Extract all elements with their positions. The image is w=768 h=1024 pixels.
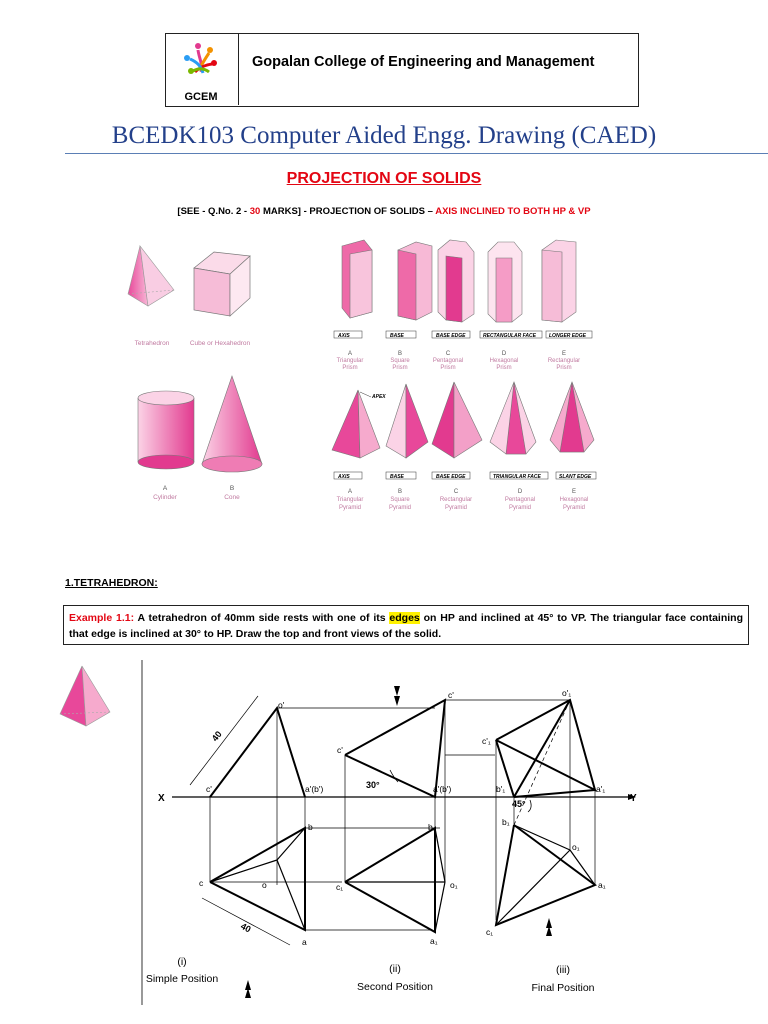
prism-tag-base: BASE (390, 333, 404, 339)
label-ab-fv1: a'(b') (305, 784, 324, 794)
y-label: Y (630, 793, 637, 804)
label-b-fv3: b'₁ (496, 784, 506, 794)
dim-40-top: 40 (239, 920, 253, 935)
label-o-fv3: o'₁ (562, 688, 572, 698)
label-c-tv2: c₁ (336, 882, 344, 892)
course-title: BCEDK103 Computer Aided Engg. Drawing (CAED) (111, 122, 657, 149)
label-c-tv1: c (199, 878, 204, 888)
gcem-logo-icon (166, 34, 238, 105)
prism-letter-c: C (445, 351, 451, 357)
view-i-numeral: (i) (177, 956, 187, 968)
rectangular-prism-drawing (542, 240, 576, 322)
pyramid-tag-triangular-face: TRIANGULAR FACE (493, 474, 541, 480)
pyramid-name-a-2: Pyramid (338, 505, 362, 511)
prism-name-b-2: Prism (392, 365, 408, 371)
triangular-pyramid-drawing (332, 390, 380, 458)
label-a-tv3: a₁ (598, 880, 606, 890)
prism-name-d-1: Hexagonal (489, 358, 519, 364)
pyramid-tag-base: BASE (390, 474, 404, 480)
prism-letter-e: E (561, 351, 567, 357)
cube-label: Cube or Hexahedron (189, 340, 251, 347)
logo-text: GCEM (184, 91, 218, 103)
cone-label: Cone (224, 494, 240, 501)
pyramid-letter-a: A (347, 489, 353, 495)
example-box (63, 605, 749, 645)
x-label: X (158, 793, 165, 804)
view-ii-caption: Second Position (357, 981, 433, 993)
label-c-tv3: c₁ (486, 927, 494, 937)
cube-drawing (194, 252, 250, 316)
prism-name-d-2: Prism (496, 365, 512, 371)
example-label: Example 1.1: (69, 612, 135, 624)
prism-tag-base-edge: BASE EDGE (436, 333, 466, 339)
view-i-caption: Simple Position (145, 973, 219, 985)
tetrahedron-label: Tetrahedron (134, 340, 170, 347)
example-highlight: edges (389, 612, 420, 624)
pyramid-name-c-2: Pyramid (444, 505, 468, 511)
label-c-fv1: c' (206, 784, 212, 794)
subtitle-topic: - PROJECTION OF SOLIDS – (300, 206, 436, 217)
label-ab-fv2: a'(b') (433, 784, 452, 794)
subtitle-marks: 30 (249, 206, 261, 217)
pyramid-name-e-1: Hexagonal (559, 497, 589, 503)
label-a-fv3: a'₁ (596, 784, 606, 794)
subtitle (0, 206, 768, 217)
pyramid-name-c-1: Rectangular (439, 497, 473, 503)
label-b-tv1: b (308, 822, 313, 832)
angle-30: 30° (366, 780, 380, 790)
pyramid-name-e-2: Pyramid (562, 505, 586, 511)
prism-letter-d: D (501, 351, 507, 357)
subtitle-axis-condition: AXIS INCLINED TO BOTH HP & VP (435, 206, 591, 217)
label-a-tv2: a₁ (430, 936, 438, 946)
cylinder-label: Cylinder (153, 494, 177, 501)
example-text-1: A tetrahedron of 40mm side rests with one of its (134, 612, 390, 624)
prism-letter-a: A (347, 351, 353, 357)
pyramid-name-d-2: Pyramid (508, 505, 532, 511)
pyramid-name-d-1: Pentagonal (504, 497, 536, 503)
cylinder-letter: A (162, 485, 168, 492)
label-c-fv2-top: c' (448, 690, 454, 700)
pyramid-name-b-1: Square (390, 497, 410, 503)
pyramid-tag-slant-edge: SLANT EDGE (559, 474, 592, 480)
pyramid-letter-b: B (397, 489, 403, 495)
subtitle-see: [SEE - Q.No. 2 - (177, 206, 250, 217)
cone-letter: B (229, 485, 235, 492)
prism-name-c-1: Pentagonal (432, 358, 464, 364)
college-name: Gopalan College of Engineering and Management (252, 54, 595, 70)
prism-name-a-2: Prism (342, 365, 358, 371)
prism-name-c-2: Prism (440, 365, 456, 371)
tetrahedron-thumbnail (52, 660, 116, 732)
label-o-tv3: o₁ (572, 842, 580, 852)
solids-figure (110, 228, 670, 528)
prism-tag-rectangular-face: RECTANGULAR FACE (483, 333, 536, 339)
hexagonal-prism-drawing (488, 242, 522, 322)
label-o-fv1: o' (278, 700, 285, 710)
prism-name-b-1: Square (390, 358, 410, 364)
pyramid-letter-e: E (571, 489, 577, 495)
subtitle-marks-label: MARKS] (260, 206, 301, 217)
prism-letter-b: B (397, 351, 403, 357)
tetrahedron-drawing (128, 246, 174, 306)
prism-name-e-1: Rectangular (547, 358, 581, 364)
label-b-tv2: b₁ (428, 822, 436, 832)
view-ii-numeral: (ii) (389, 963, 401, 975)
rectangular-pyramid-drawing (432, 382, 482, 458)
projection-drawing (130, 660, 650, 1005)
pyramid-name-b-2: Pyramid (388, 505, 412, 511)
hexagonal-pyramid-drawing (550, 382, 594, 452)
cylinder-drawing (138, 391, 194, 469)
section-heading: 1.TETRAHEDRON: (65, 577, 158, 589)
pyramid-tag-axis: AXIS (338, 474, 350, 480)
prism-tag-longer-edge: LONGER EDGE (549, 333, 586, 339)
prism-tag-axis: AXIS (338, 333, 350, 339)
apex-label: APEX (372, 394, 386, 400)
pyramid-tag-base-edge: BASE EDGE (436, 474, 466, 480)
label-c-fv2: c' (337, 745, 343, 755)
pyramid-letter-c: C (453, 489, 459, 495)
prism-name-e-2: Prism (556, 365, 572, 371)
label-b-tv3: b₁ (502, 817, 510, 827)
pentagonal-prism-drawing (438, 240, 474, 322)
square-pyramid-drawing (386, 384, 428, 458)
triangular-prism-drawing (342, 240, 372, 318)
title-divider (65, 153, 768, 154)
prism-name-a-1: Triangular (336, 358, 364, 364)
college-header (165, 33, 639, 107)
label-a-tv1: a (302, 937, 307, 947)
pyramid-letter-d: D (517, 489, 523, 495)
page-title: PROJECTION OF SOLIDS (286, 170, 482, 187)
dim-40-front: 40 (209, 729, 224, 744)
label-o-tv2: o₁ (450, 880, 458, 890)
pyramid-name-a-1: Triangular (336, 497, 364, 503)
pentagonal-pyramid-drawing (490, 382, 536, 454)
label-c-fv3: c'₁ (482, 736, 491, 746)
label-o-tv1: o (262, 880, 267, 890)
example-text-2: on HP and inclined at 45° to VP. The triangular face containing that edge is inclined at 30° to HP. Draw the top and front views of the solid. (69, 612, 744, 640)
angle-45: 45° (512, 799, 526, 809)
view-iii-numeral: (iii) (556, 964, 570, 976)
square-prism-drawing (398, 242, 432, 320)
cone-drawing (202, 376, 262, 472)
view-iii-caption: Final Position (531, 982, 595, 994)
college-logo (166, 34, 239, 105)
